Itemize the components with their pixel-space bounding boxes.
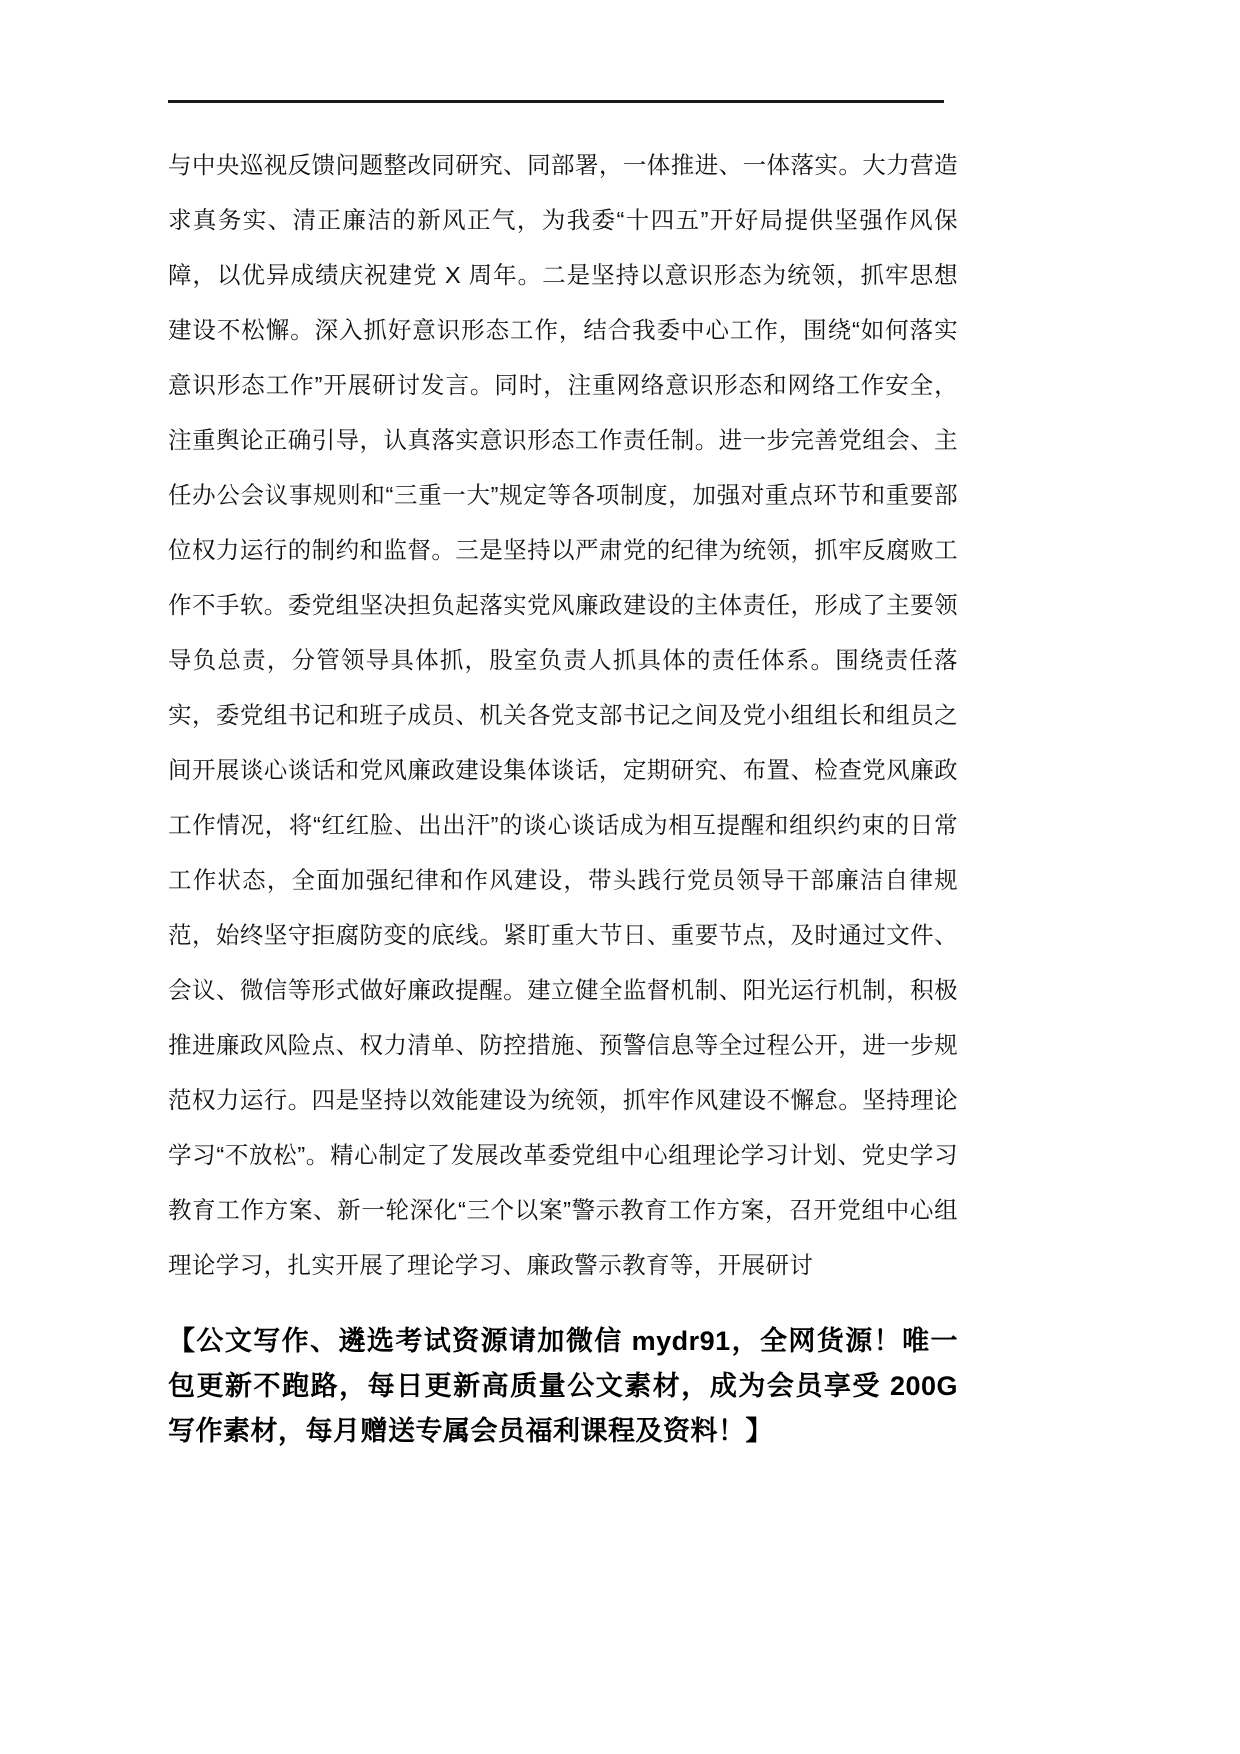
promotional-notice: 【公文写作、遴选考试资源请加微信 mydr91，全网货源！唯一包更新不跑路，每日更新高质量公文素材，成为会员享受 200G 写作素材，每月赠送专属会员福利课程及资料！】 bbox=[168, 1326, 967, 1446]
document-content bbox=[168, 138, 967, 1481]
header-divider bbox=[168, 100, 944, 103]
body-paragraph: 与中央巡视反馈问题整改同研究、同部署，一体推进、一体落实。大力营造求真务实、清正廉洁的新风正气，为我委“十四五”开好局提供坚强作风保障，以优异成绩庆祝建党 X 周年。二是坚持以意识形态为统领，抓牢思想建设不松懈。深入抓好意识形态工作，结合我委中心工作，围绕“如何落实意识形态工作”开展研讨发言。同时，注重网络意识形态和网络工作安全，注重舆论正确引导，认真落实意识形态工作责任制。进一步完善党组会、主任办公会议事规则和“三重一大”规定等各项制度，加强对重点环节和重要部位权力运行的制约和监督。三是坚持以严肃党的纪律为统领，抓牢反腐败工作不手软。委党组坚决担负起落实党风廉政建设的主体责任，形成了主要领导负总责，分管领导具体抓，股室负责人抓具体的责任体系。围绕责任落实，委党组书记和班子成员、机关各党支部书记之间及党小组组长和组员之间开展谈心谈话和党风廉政建设集体谈话，定期研究、布置、检查党风廉政工作情况，将“红红脸、出出汗”的谈心谈话成为相互提醒和组织约束的日常工作状态，全面加强纪律和作风建设，带头践行党员领导干部廉洁自律规范，始终坚守拒腐防变的底线。紧盯重大节日、重要节点，及时通过文件、会议、微信等形式做好廉政提醒。建立健全监督机制、阳光运行机制，积极推进廉政风险点、权力清单、防控措施、预警信息等全过程公开，进一步规范权力运行。四是坚持以效能建设为统领，抓牢作风建设不懈怠。坚持理论学习“不放松”。精心制定了发展改革委党组中心组理论学习计划、党史学习教育工作方案、新一轮深化“三个以案”警示教育工作方案，召开党组中心组理论学习，扎实开展了理论学习、廉政警示教育等，开展研讨 bbox=[168, 152, 958, 1278]
